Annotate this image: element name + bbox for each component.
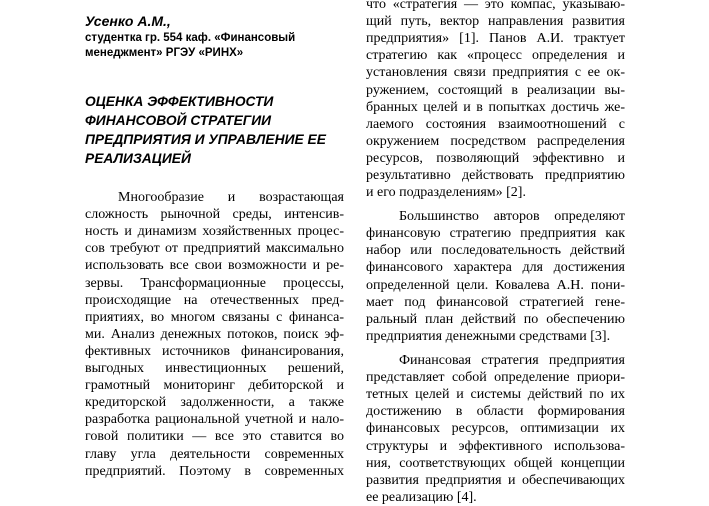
author-affiliation-line: студентка гр. 554 каф. «Финансовый xyxy=(85,32,296,44)
text-line: финансовых ресурсов, оптимизации их xyxy=(366,421,625,436)
text-line: использовать все свои возможности и ре- xyxy=(85,258,344,274)
text-line: щий путь, вектор направления развития xyxy=(366,14,625,29)
text-line: кредиторской задолженности, а также xyxy=(85,395,344,411)
author-name: Усенко А.М., xyxy=(85,13,171,29)
article-title xyxy=(85,92,355,168)
text-line: предприятия» [1]. Панов А.И. трактует xyxy=(366,31,625,46)
article-title-line: ФИНАНСОВОЙ СТРАТЕГИИ xyxy=(85,113,272,128)
text-line: тетных целей и системы действий по их xyxy=(366,387,625,402)
text-line: развития предприятия и обеспечивающих xyxy=(366,473,625,488)
text-line: определенной цели. Ковалева А.Н. пони- xyxy=(366,278,625,293)
article-title-line: ОЦЕНКА ЭФФЕКТИВНОСТИ xyxy=(85,94,274,109)
text-line: сложность рыночной среды, интенсив- xyxy=(85,207,344,223)
text-line: финансового характера для достижения xyxy=(366,260,625,275)
author-affiliation xyxy=(85,31,345,61)
article-title-line: ПРЕДПРИЯТИЯ И УПРАВЛЕНИЕ ЕЕ xyxy=(85,132,326,147)
text-line: окружением посредством распределения xyxy=(366,134,625,149)
text-line: Большинство авторов определяют xyxy=(399,209,625,224)
text-line: сов требуют от предприятий максимально xyxy=(85,241,344,257)
text-line: разработка рациональной учетной и нало- xyxy=(85,412,344,428)
text-line: грамотный мониторинг дебиторской и xyxy=(85,378,344,394)
article-title-line: РЕАЛИЗАЦИЕЙ xyxy=(85,151,191,166)
text-line: Многообразие и возрастающая xyxy=(118,190,344,205)
text-line: фективных источников финансирования, xyxy=(85,343,344,359)
text-line: достижению в области формирования xyxy=(366,404,625,419)
text-line: набор или последовательность действий xyxy=(366,243,625,258)
text-line: выгодных инвестиционных решений, xyxy=(85,361,344,376)
text-line: ее реализацию [4]. xyxy=(366,490,477,505)
text-line: лаемого состояния взаимоотношений с xyxy=(366,117,625,132)
text-line: говой политики — все это ставится во xyxy=(85,429,344,445)
text-line: финансовую стратегию предприятия как xyxy=(366,226,625,241)
text-line: результативно действовать предприятию xyxy=(366,168,625,183)
text-line: установления связи предприятия с ее ок- xyxy=(366,65,625,80)
text-line: структуры и эффективного использова- xyxy=(366,439,625,454)
text-line: предприятия денежными средствами [3]. xyxy=(366,329,611,344)
text-line: что «стратегия — это компас, указываю- xyxy=(366,0,625,12)
text-line: ружением, состоящий в реализации вы- xyxy=(366,83,625,98)
text-line: стратегию как «процесс определения и xyxy=(366,48,625,63)
text-line: ми. Анализ денежных потоков, поиск эф- xyxy=(85,326,344,342)
text-line: главу угла деятельности современных xyxy=(85,446,344,462)
text-line: ральный план действий по обеспечению xyxy=(366,312,625,327)
author-affiliation-line: менеджмент» РГЭУ «РИНХ» xyxy=(85,47,244,59)
text-line: бранных целей и в попытках достичь же- xyxy=(366,100,625,115)
text-line: предприятий. Поэтому в современных xyxy=(85,463,344,479)
text-line: ния, соответствующих общей концепции xyxy=(366,456,625,471)
text-line: приятиях, во многом связаны с финанса- xyxy=(85,309,344,325)
text-line: и его подразделениям» [2]. xyxy=(366,185,526,200)
text-line: представляет собой определение приори- xyxy=(366,370,625,385)
text-line: Финансовая стратегия предприятия xyxy=(399,353,625,368)
text-line: происходящие на отечественных пред- xyxy=(85,292,344,308)
text-line: ресурсов, позволяющий эффективно и xyxy=(366,151,625,166)
text-line: зервы. Трансформационные процессы, xyxy=(85,275,344,291)
text-line: мает под финансовой стратегией гене- xyxy=(366,295,625,310)
text-line: ность и динамизм хозяйственных процес- xyxy=(85,224,344,240)
